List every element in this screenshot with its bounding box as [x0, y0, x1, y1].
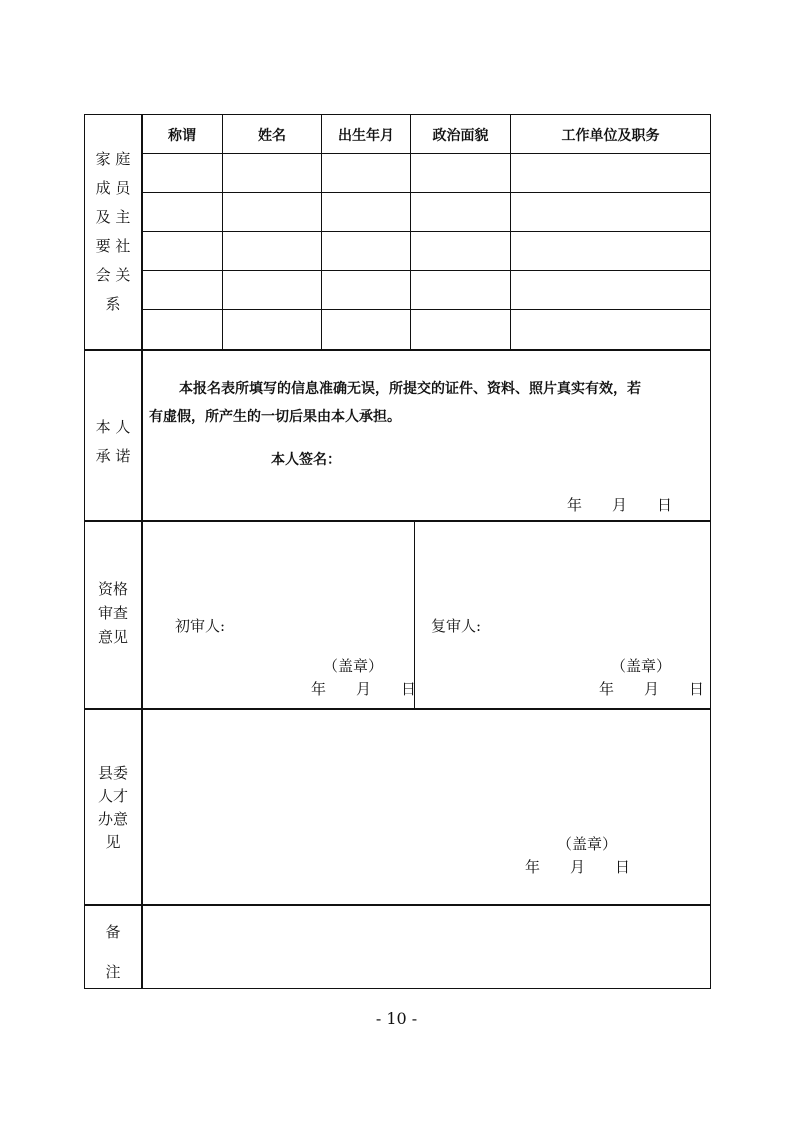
- section-divider: [85, 349, 710, 351]
- pledge-label-line: 本 人: [95, 418, 131, 436]
- family-label-line: 成 员: [95, 179, 131, 197]
- review-label-line: 审查: [97, 604, 128, 622]
- review-section-label: [85, 577, 141, 649]
- first-review-seal: （盖章）: [323, 657, 384, 675]
- remarks-field[interactable]: [142, 906, 710, 988]
- county-label-line: 见: [105, 833, 121, 851]
- second-reviewer-label: 复审人:: [431, 617, 482, 635]
- second-review-date: 年 月 日: [599, 680, 705, 698]
- county-label-line: 人才: [97, 787, 128, 805]
- family-label-line: 及 主: [95, 208, 131, 226]
- county-label-line: 办意: [97, 810, 128, 828]
- first-review-date: 年 月 日: [311, 680, 417, 698]
- family-table-row[interactable]: [142, 193, 710, 231]
- column-header-birth: 出生年月: [338, 128, 394, 144]
- county-date: 年 月 日: [525, 858, 631, 876]
- county-section-label: [85, 762, 141, 854]
- section-divider: [85, 708, 710, 710]
- family-table-row[interactable]: [142, 271, 710, 309]
- signature-label: 本人签名：: [271, 452, 341, 468]
- review-label-line: 资格: [97, 580, 128, 598]
- family-label-line: 家 庭: [95, 150, 131, 168]
- section-divider: [85, 520, 710, 522]
- remarks-label-line: 注: [105, 963, 121, 981]
- family-label-line: 系: [105, 295, 121, 313]
- pledge-text-line2: 有虚假，所产生的一切后果由本人承担。: [149, 409, 401, 425]
- second-review-seal: （盖章）: [611, 657, 672, 675]
- remarks-label-line: 备: [105, 923, 121, 941]
- pledge-section-label: [85, 413, 141, 471]
- first-reviewer-label: 初审人:: [175, 617, 226, 635]
- family-section-label: [85, 145, 141, 319]
- pledge-label-line: 承 诺: [95, 447, 131, 465]
- family-label-line: 要 社: [95, 237, 131, 255]
- family-table-row[interactable]: [142, 310, 710, 348]
- family-label-line: 会 关: [95, 266, 131, 284]
- pledge-text-line1: 本报名表所填写的信息准确无误，所提交的证件、资料、照片真实有效，若: [179, 381, 641, 397]
- column-header-name: 姓名: [258, 128, 286, 144]
- pledge-date: 年 月 日: [567, 496, 673, 514]
- family-table-row[interactable]: [142, 154, 710, 192]
- column-header-relation: 称谓: [168, 128, 196, 144]
- column-header-political: 政治面貌: [432, 128, 489, 144]
- column-header-work: 工作单位及职务: [561, 128, 660, 144]
- county-label-line: 县委: [97, 764, 128, 782]
- remarks-section-label: [85, 912, 141, 992]
- page-number: - 10 -: [375, 1009, 418, 1028]
- family-table-row[interactable]: [142, 232, 710, 270]
- county-seal: （盖章）: [557, 835, 618, 853]
- review-label-line: 意见: [97, 628, 128, 646]
- form-table: [84, 114, 711, 989]
